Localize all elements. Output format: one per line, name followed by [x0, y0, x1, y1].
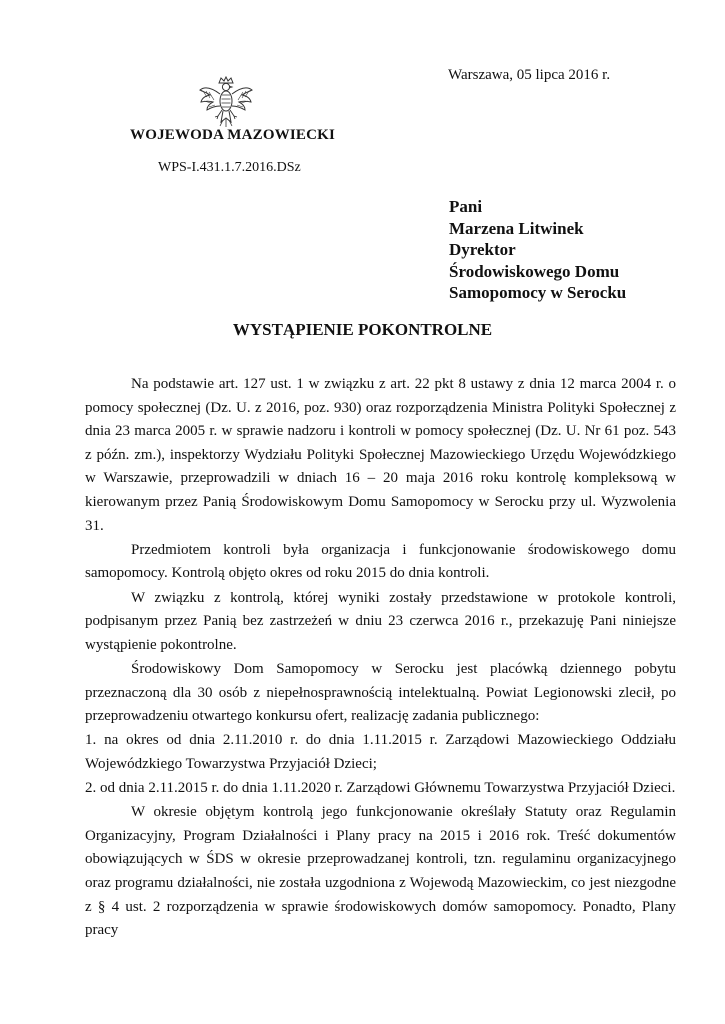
- body-paragraph: W okresie objętym kontrolą jego funkcjonowanie określały Statuty oraz Regulamin Organizacyjny, Program Działalności i Plany pracy na 2015 i 2016 rok. Treść dokumentów obowiązujących w ŚDS w okresie przeprowadzanej kontroli, tzn. regulaminu organizacyjnego oraz programu działalności, nie została uzgodniona z Wojewodą Mazowieckim, co jest niezgodne z § 4 ust. 2 rozporządzenia w sprawie środowiskowych domów samopomocy. Ponadto, Plany pracy: [85, 804, 676, 939]
- reference-number: WPS-I.431.1.7.2016.DSz: [158, 160, 301, 175]
- addressee-position: Dyrektor: [449, 240, 516, 259]
- body-paragraph: W związku z kontrolą, której wyniki zostały przedstawione w protokole kontroli, podpisanym przez Panią bez zastrzeżeń w dniu 23 czerwca 2016 r., przekazuję Pani niniejsze wystąpienie pokontrolne.: [85, 589, 676, 653]
- body-paragraph: Przedmiotem kontroli była organizacja i funkcjonowanie środowiskowego domu samopomocy. Kontrolą objęto okres od roku 2015 do dnia kontroli.: [85, 541, 676, 582]
- body-paragraph: Środowiskowy Dom Samopomocy w Serocku jest placówką dziennego pobytu przeznaczoną dla 30 osób z niepełnosprawnością intelektualną. Powiat Legionowski zlecił, po przeprowadzeniu otwartego konkursu ofert, realizację zadania publicznego:: [85, 660, 676, 725]
- issuing-authority: WOJEWODA MAZOWIECKI: [130, 127, 336, 143]
- body-paragraph: Na podstawie art. 127 ust. 1 w związku z art. 22 pkt 8 ustawy z dnia 12 marca 2004 r. o pomocy społecznej (Dz. U. z 2016, poz. 930) oraz rozporządzenia Ministra Polityki Społecznej z dnia 23 marca 2005 r. w sprawie nadzoru i kontroli w pomocy społecznej (Dz. U. Nr 61 poz. 543 z późn. zm.), inspektorzy Wydziału Polityki Społecznej Mazowieckiego Urzędu Wojewódzkiego w Warszawie, przeprowadzili w dniach 16 – 20 maja 2016 roku kontrolę kompleksową w kierowanym przez Panią Środowiskowym Domu Samopomocy w Serocku przy ul. Wyzwolenia 31.: [85, 376, 676, 534]
- addressee-name: Marzena Litwinek: [449, 218, 584, 238]
- document-title: WYSTĄPIENIE POKONTROLNE: [232, 320, 493, 339]
- addressee-block: [449, 196, 626, 304]
- list-item: 1. na okres od dnia 2.11.2010 r. do dnia 1.11.2015 r. Zarządowi Mazowieckiego Oddziału Wojewódzkiego Towarzystwa Przyjaciół Dzieci;: [85, 732, 676, 772]
- list-item: 2. od dnia 2.11.2015 r. do dnia 1.11.2020 r. Zarządowi Głównemu Towarzystwa Przyjaciół Dzieci.: [85, 780, 676, 797]
- letter-body: [85, 373, 676, 943]
- addressee-institution-line1: Środowiskowego Domu: [449, 261, 620, 281]
- addressee-institution-line2: Samopomocy w Serocku: [449, 283, 627, 302]
- polish-eagle-emblem-icon: [198, 76, 254, 130]
- place-date: Warszawa, 05 lipca 2016 r.: [448, 67, 611, 83]
- addressee-salutation: Pani: [449, 197, 483, 216]
